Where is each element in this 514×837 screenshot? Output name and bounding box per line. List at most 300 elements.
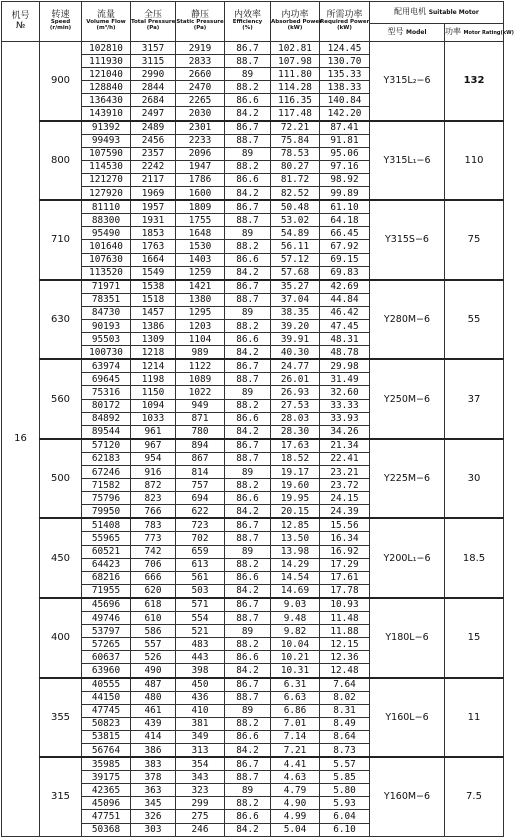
efficiency-cell: 89 — [225, 545, 271, 558]
absorbed-power-cell: 5.04 — [271, 823, 320, 836]
flow-cell: 68216 — [82, 571, 131, 584]
absorbed-power-cell: 19.60 — [271, 479, 320, 492]
efficiency-cell: 86.6 — [225, 94, 271, 107]
static-pressure-cell: 2030 — [176, 107, 225, 121]
static-pressure-cell: 1421 — [176, 280, 225, 294]
total-pressure-cell: 967 — [131, 439, 176, 453]
required-power-cell: 17.61 — [320, 571, 370, 584]
flow-cell: 63974 — [82, 359, 131, 373]
required-power-cell: 61.10 — [320, 200, 370, 214]
static-pressure-cell: 275 — [176, 810, 225, 823]
speed-cell: 400 — [40, 598, 82, 678]
absorbed-power-cell: 81.72 — [271, 173, 320, 186]
table-row — [2, 42, 504, 55]
static-pressure-cell: 349 — [176, 730, 225, 743]
required-power-cell: 48.78 — [320, 346, 370, 360]
efficiency-cell: 89 — [225, 227, 271, 240]
required-power-cell: 16.34 — [320, 532, 370, 545]
absorbed-power-cell: 114.28 — [271, 81, 320, 94]
efficiency-cell: 88.7 — [225, 134, 271, 147]
total-pressure-cell: 1214 — [131, 359, 176, 373]
total-pressure-cell: 620 — [131, 584, 176, 598]
efficiency-cell: 86.7 — [225, 200, 271, 214]
efficiency-cell: 88.7 — [225, 612, 271, 625]
static-pressure-cell: 1786 — [176, 173, 225, 186]
required-power-cell: 7.64 — [320, 678, 370, 692]
table-row — [2, 280, 504, 294]
absorbed-power-cell: 7.01 — [271, 717, 320, 730]
table-row — [2, 518, 504, 532]
absorbed-power-cell: 57.68 — [271, 266, 320, 280]
total-pressure-cell: 823 — [131, 492, 176, 505]
static-pressure-cell: 694 — [176, 492, 225, 505]
static-pressure-cell: 894 — [176, 439, 225, 453]
total-pressure-cell: 303 — [131, 823, 176, 836]
total-pressure-cell: 1198 — [131, 373, 176, 386]
header-machine-no: 机号 № — [2, 2, 40, 42]
absorbed-power-cell: 35.27 — [271, 280, 320, 294]
required-power-cell: 6.04 — [320, 810, 370, 823]
flow-cell: 64423 — [82, 558, 131, 571]
flow-cell: 107590 — [82, 147, 131, 160]
absorbed-power-cell: 39.20 — [271, 319, 320, 332]
efficiency-cell: 84.2 — [225, 266, 271, 280]
static-pressure-cell: 871 — [176, 412, 225, 425]
motor-model-cell: Y180L−6 — [370, 598, 445, 678]
efficiency-cell: 86.7 — [225, 757, 271, 771]
flow-cell: 57265 — [82, 638, 131, 651]
absorbed-power-cell: 6.86 — [271, 704, 320, 717]
static-pressure-cell: 1809 — [176, 200, 225, 214]
flow-cell: 101640 — [82, 240, 131, 253]
required-power-cell: 31.49 — [320, 373, 370, 386]
motor-model-cell: Y160M−6 — [370, 757, 445, 836]
efficiency-cell: 86.7 — [225, 598, 271, 612]
total-pressure-cell: 610 — [131, 612, 176, 625]
motor-power-cell: 37 — [445, 359, 504, 439]
required-power-cell: 95.06 — [320, 147, 370, 160]
required-power-cell: 21.34 — [320, 439, 370, 453]
static-pressure-cell: 299 — [176, 797, 225, 810]
flow-cell: 62183 — [82, 452, 131, 465]
required-power-cell: 8.02 — [320, 691, 370, 704]
motor-model-cell: Y225M−6 — [370, 439, 445, 519]
static-pressure-cell: 246 — [176, 823, 225, 836]
absorbed-power-cell: 4.90 — [271, 797, 320, 810]
efficiency-cell: 88.2 — [225, 638, 271, 651]
static-pressure-cell: 1104 — [176, 333, 225, 346]
absorbed-power-cell: 14.29 — [271, 558, 320, 571]
required-power-cell: 23.21 — [320, 466, 370, 479]
absorbed-power-cell: 17.63 — [271, 439, 320, 453]
efficiency-cell: 88.7 — [225, 55, 271, 68]
total-pressure-cell: 1386 — [131, 319, 176, 332]
absorbed-power-cell: 9.48 — [271, 612, 320, 625]
flow-cell: 136430 — [82, 94, 131, 107]
required-power-cell: 8.49 — [320, 717, 370, 730]
efficiency-cell: 86.6 — [225, 810, 271, 823]
total-pressure-cell: 1457 — [131, 306, 176, 319]
required-power-cell: 91.81 — [320, 134, 370, 147]
total-pressure-cell: 1309 — [131, 333, 176, 346]
flow-cell: 84892 — [82, 412, 131, 425]
table-row — [2, 359, 504, 373]
absorbed-power-cell: 6.63 — [271, 691, 320, 704]
total-pressure-cell: 618 — [131, 598, 176, 612]
absorbed-power-cell: 57.12 — [271, 253, 320, 266]
motor-model-cell: Y280M−6 — [370, 280, 445, 360]
static-pressure-cell: 450 — [176, 678, 225, 692]
efficiency-cell: 88.2 — [225, 558, 271, 571]
absorbed-power-cell: 40.30 — [271, 346, 320, 360]
header-absorbed-power: 内功率 Absorbed Power (kW) — [271, 2, 320, 42]
flow-cell: 107630 — [82, 253, 131, 266]
table-body — [2, 42, 504, 837]
flow-cell: 79950 — [82, 505, 131, 519]
header-speed: 转速 Speed (r/min) — [40, 2, 82, 42]
static-pressure-cell: 2301 — [176, 121, 225, 135]
motor-power-cell: 75 — [445, 200, 504, 280]
absorbed-power-cell: 7.21 — [271, 743, 320, 757]
efficiency-cell: 86.6 — [225, 333, 271, 346]
absorbed-power-cell: 13.50 — [271, 532, 320, 545]
static-pressure-cell: 723 — [176, 518, 225, 532]
static-pressure-cell: 313 — [176, 743, 225, 757]
header-efficiency: 内效率 Efficiency (%) — [225, 2, 271, 42]
absorbed-power-cell: 6.31 — [271, 678, 320, 692]
total-pressure-cell: 378 — [131, 771, 176, 784]
static-pressure-cell: 1203 — [176, 319, 225, 332]
static-pressure-cell: 1259 — [176, 266, 225, 280]
static-pressure-cell: 1380 — [176, 293, 225, 306]
motor-power-cell: 18.5 — [445, 518, 504, 598]
total-pressure-cell: 1931 — [131, 214, 176, 227]
flow-cell: 39175 — [82, 771, 131, 784]
total-pressure-cell: 954 — [131, 452, 176, 465]
flow-cell: 44150 — [82, 691, 131, 704]
flow-cell: 45096 — [82, 797, 131, 810]
fan-performance-table — [1, 1, 514, 837]
total-pressure-cell: 3157 — [131, 42, 176, 55]
absorbed-power-cell: 56.11 — [271, 240, 320, 253]
motor-model-cell: Y250M−6 — [370, 359, 445, 439]
required-power-cell: 17.29 — [320, 558, 370, 571]
absorbed-power-cell: 50.48 — [271, 200, 320, 214]
efficiency-cell: 88.7 — [225, 214, 271, 227]
efficiency-cell: 89 — [225, 386, 271, 399]
total-pressure-cell: 1150 — [131, 386, 176, 399]
absorbed-power-cell: 19.17 — [271, 466, 320, 479]
efficiency-cell: 86.7 — [225, 121, 271, 135]
header-motor-power: 功率 Motor Rating(kW) — [445, 24, 504, 42]
speed-cell: 710 — [40, 200, 82, 280]
required-power-cell: 46.42 — [320, 306, 370, 319]
flow-cell: 50368 — [82, 823, 131, 836]
absorbed-power-cell: 117.48 — [271, 107, 320, 121]
static-pressure-cell: 659 — [176, 545, 225, 558]
total-pressure-cell: 3115 — [131, 55, 176, 68]
flow-cell: 57120 — [82, 439, 131, 453]
static-pressure-cell: 343 — [176, 771, 225, 784]
total-pressure-cell: 1969 — [131, 187, 176, 201]
static-pressure-cell: 398 — [176, 664, 225, 678]
absorbed-power-cell: 9.03 — [271, 598, 320, 612]
total-pressure-cell: 666 — [131, 571, 176, 584]
flow-cell: 100730 — [82, 346, 131, 360]
efficiency-cell: 88.7 — [225, 532, 271, 545]
efficiency-cell: 86.7 — [225, 678, 271, 692]
efficiency-cell: 84.2 — [225, 425, 271, 439]
static-pressure-cell: 989 — [176, 346, 225, 360]
static-pressure-cell: 436 — [176, 691, 225, 704]
flow-cell: 113520 — [82, 266, 131, 280]
flow-cell: 35985 — [82, 757, 131, 771]
absorbed-power-cell: 53.02 — [271, 214, 320, 227]
absorbed-power-cell: 54.89 — [271, 227, 320, 240]
absorbed-power-cell: 111.80 — [271, 68, 320, 81]
speed-cell: 560 — [40, 359, 82, 439]
required-power-cell: 12.48 — [320, 664, 370, 678]
total-pressure-cell: 1763 — [131, 240, 176, 253]
absorbed-power-cell: 27.53 — [271, 399, 320, 412]
absorbed-power-cell: 20.15 — [271, 505, 320, 519]
total-pressure-cell: 487 — [131, 678, 176, 692]
total-pressure-cell: 961 — [131, 425, 176, 439]
static-pressure-cell: 503 — [176, 584, 225, 598]
required-power-cell: 130.70 — [320, 55, 370, 68]
total-pressure-cell: 490 — [131, 664, 176, 678]
flow-cell: 75316 — [82, 386, 131, 399]
required-power-cell: 29.98 — [320, 359, 370, 373]
required-power-cell: 8.31 — [320, 704, 370, 717]
required-power-cell: 99.89 — [320, 187, 370, 201]
static-pressure-cell: 2233 — [176, 134, 225, 147]
flow-cell: 71582 — [82, 479, 131, 492]
total-pressure-cell: 1549 — [131, 266, 176, 280]
flow-cell: 60521 — [82, 545, 131, 558]
total-pressure-cell: 2357 — [131, 147, 176, 160]
absorbed-power-cell: 13.98 — [271, 545, 320, 558]
efficiency-cell: 84.2 — [225, 107, 271, 121]
efficiency-cell: 84.2 — [225, 346, 271, 360]
absorbed-power-cell: 80.27 — [271, 160, 320, 173]
flow-cell: 128840 — [82, 81, 131, 94]
efficiency-cell: 88.7 — [225, 771, 271, 784]
motor-model-cell: Y315L₁−6 — [370, 121, 445, 201]
speed-cell: 315 — [40, 757, 82, 836]
static-pressure-cell: 561 — [176, 571, 225, 584]
efficiency-cell: 89 — [225, 704, 271, 717]
static-pressure-cell: 521 — [176, 625, 225, 638]
flow-cell: 111930 — [82, 55, 131, 68]
absorbed-power-cell: 107.98 — [271, 55, 320, 68]
efficiency-cell: 88.2 — [225, 81, 271, 94]
total-pressure-cell: 773 — [131, 532, 176, 545]
static-pressure-cell: 949 — [176, 399, 225, 412]
efficiency-cell: 88.7 — [225, 293, 271, 306]
static-pressure-cell: 571 — [176, 598, 225, 612]
efficiency-cell: 88.2 — [225, 717, 271, 730]
header-suitable-motor: 配用电机 Suitable Motor — [370, 2, 504, 24]
flow-cell: 90193 — [82, 319, 131, 332]
header-total-pressure: 全压 Total Pressure (Pa) — [131, 2, 176, 42]
absorbed-power-cell: 10.21 — [271, 651, 320, 664]
required-power-cell: 16.92 — [320, 545, 370, 558]
required-power-cell: 11.88 — [320, 625, 370, 638]
required-power-cell: 140.84 — [320, 94, 370, 107]
total-pressure-cell: 2489 — [131, 121, 176, 135]
flow-cell: 143910 — [82, 107, 131, 121]
absorbed-power-cell: 4.41 — [271, 757, 320, 771]
flow-cell: 56764 — [82, 743, 131, 757]
required-power-cell: 124.45 — [320, 42, 370, 55]
static-pressure-cell: 613 — [176, 558, 225, 571]
required-power-cell: 42.69 — [320, 280, 370, 294]
flow-cell: 84730 — [82, 306, 131, 319]
table-row — [2, 200, 504, 214]
required-power-cell: 69.83 — [320, 266, 370, 280]
required-power-cell: 5.93 — [320, 797, 370, 810]
flow-cell: 55965 — [82, 532, 131, 545]
total-pressure-cell: 916 — [131, 466, 176, 479]
total-pressure-cell: 526 — [131, 651, 176, 664]
efficiency-cell: 88.2 — [225, 240, 271, 253]
absorbed-power-cell: 78.53 — [271, 147, 320, 160]
total-pressure-cell: 326 — [131, 810, 176, 823]
required-power-cell: 11.48 — [320, 612, 370, 625]
table-row — [2, 439, 504, 453]
absorbed-power-cell: 14.54 — [271, 571, 320, 584]
flow-cell: 71955 — [82, 584, 131, 598]
table-row — [2, 598, 504, 612]
efficiency-cell: 86.6 — [225, 412, 271, 425]
total-pressure-cell: 2456 — [131, 134, 176, 147]
flow-cell: 47751 — [82, 810, 131, 823]
efficiency-cell: 88.2 — [225, 160, 271, 173]
motor-model-cell: Y315S−6 — [370, 200, 445, 280]
flow-cell: 51408 — [82, 518, 131, 532]
efficiency-cell: 84.2 — [225, 823, 271, 836]
table-row — [2, 121, 504, 135]
absorbed-power-cell: 7.14 — [271, 730, 320, 743]
total-pressure-cell: 872 — [131, 479, 176, 492]
required-power-cell: 6.10 — [320, 823, 370, 836]
flow-cell: 69645 — [82, 373, 131, 386]
efficiency-cell: 84.2 — [225, 187, 271, 201]
total-pressure-cell: 586 — [131, 625, 176, 638]
static-pressure-cell: 1122 — [176, 359, 225, 373]
efficiency-cell: 84.2 — [225, 664, 271, 678]
required-power-cell: 34.26 — [320, 425, 370, 439]
static-pressure-cell: 2833 — [176, 55, 225, 68]
static-pressure-cell: 1089 — [176, 373, 225, 386]
required-power-cell: 48.31 — [320, 333, 370, 346]
flow-cell: 53815 — [82, 730, 131, 743]
efficiency-cell: 86.7 — [225, 439, 271, 453]
required-power-cell: 33.33 — [320, 399, 370, 412]
efficiency-cell: 88.2 — [225, 399, 271, 412]
total-pressure-cell: 345 — [131, 797, 176, 810]
static-pressure-cell: 2096 — [176, 147, 225, 160]
absorbed-power-cell: 26.01 — [271, 373, 320, 386]
required-power-cell: 66.45 — [320, 227, 370, 240]
efficiency-cell: 88.2 — [225, 797, 271, 810]
motor-power-cell: 15 — [445, 598, 504, 678]
flow-cell: 53797 — [82, 625, 131, 638]
absorbed-power-cell: 10.04 — [271, 638, 320, 651]
efficiency-cell: 86.6 — [225, 253, 271, 266]
required-power-cell: 5.57 — [320, 757, 370, 771]
absorbed-power-cell: 4.63 — [271, 771, 320, 784]
efficiency-cell: 89 — [225, 466, 271, 479]
efficiency-cell: 86.7 — [225, 280, 271, 294]
total-pressure-cell: 742 — [131, 545, 176, 558]
static-pressure-cell: 1403 — [176, 253, 225, 266]
static-pressure-cell: 867 — [176, 452, 225, 465]
required-power-cell: 98.92 — [320, 173, 370, 186]
total-pressure-cell: 383 — [131, 757, 176, 771]
flow-cell: 60637 — [82, 651, 131, 664]
efficiency-cell: 88.2 — [225, 479, 271, 492]
static-pressure-cell: 2470 — [176, 81, 225, 94]
flow-cell: 42365 — [82, 784, 131, 797]
efficiency-cell: 89 — [225, 784, 271, 797]
total-pressure-cell: 1664 — [131, 253, 176, 266]
required-power-cell: 97.16 — [320, 160, 370, 173]
efficiency-cell: 89 — [225, 147, 271, 160]
flow-cell: 71971 — [82, 280, 131, 294]
efficiency-cell: 88.2 — [225, 319, 271, 332]
absorbed-power-cell: 4.79 — [271, 784, 320, 797]
absorbed-power-cell: 18.52 — [271, 452, 320, 465]
static-pressure-cell: 410 — [176, 704, 225, 717]
total-pressure-cell: 1538 — [131, 280, 176, 294]
flow-cell: 114530 — [82, 160, 131, 173]
total-pressure-cell: 766 — [131, 505, 176, 519]
absorbed-power-cell: 10.31 — [271, 664, 320, 678]
flow-cell: 40555 — [82, 678, 131, 692]
required-power-cell: 69.15 — [320, 253, 370, 266]
total-pressure-cell: 2990 — [131, 68, 176, 81]
static-pressure-cell: 757 — [176, 479, 225, 492]
total-pressure-cell: 386 — [131, 743, 176, 757]
absorbed-power-cell: 82.52 — [271, 187, 320, 201]
speed-cell: 900 — [40, 42, 82, 121]
absorbed-power-cell: 19.95 — [271, 492, 320, 505]
total-pressure-cell: 2844 — [131, 81, 176, 94]
absorbed-power-cell: 28.30 — [271, 425, 320, 439]
total-pressure-cell: 2497 — [131, 107, 176, 121]
efficiency-cell: 89 — [225, 306, 271, 319]
static-pressure-cell: 780 — [176, 425, 225, 439]
efficiency-cell: 88.7 — [225, 691, 271, 704]
flow-cell: 67246 — [82, 466, 131, 479]
flow-cell: 95490 — [82, 227, 131, 240]
table-row — [2, 678, 504, 692]
speed-cell: 630 — [40, 280, 82, 360]
absorbed-power-cell: 102.81 — [271, 42, 320, 55]
required-power-cell: 135.33 — [320, 68, 370, 81]
motor-model-cell: Y200L₁−6 — [370, 518, 445, 598]
motor-power-cell: 55 — [445, 280, 504, 360]
flow-cell: 49746 — [82, 612, 131, 625]
required-power-cell: 15.56 — [320, 518, 370, 532]
total-pressure-cell: 1518 — [131, 293, 176, 306]
static-pressure-cell: 814 — [176, 466, 225, 479]
flow-cell: 47745 — [82, 704, 131, 717]
efficiency-cell: 86.7 — [225, 42, 271, 55]
motor-model-cell: Y160L−6 — [370, 678, 445, 758]
